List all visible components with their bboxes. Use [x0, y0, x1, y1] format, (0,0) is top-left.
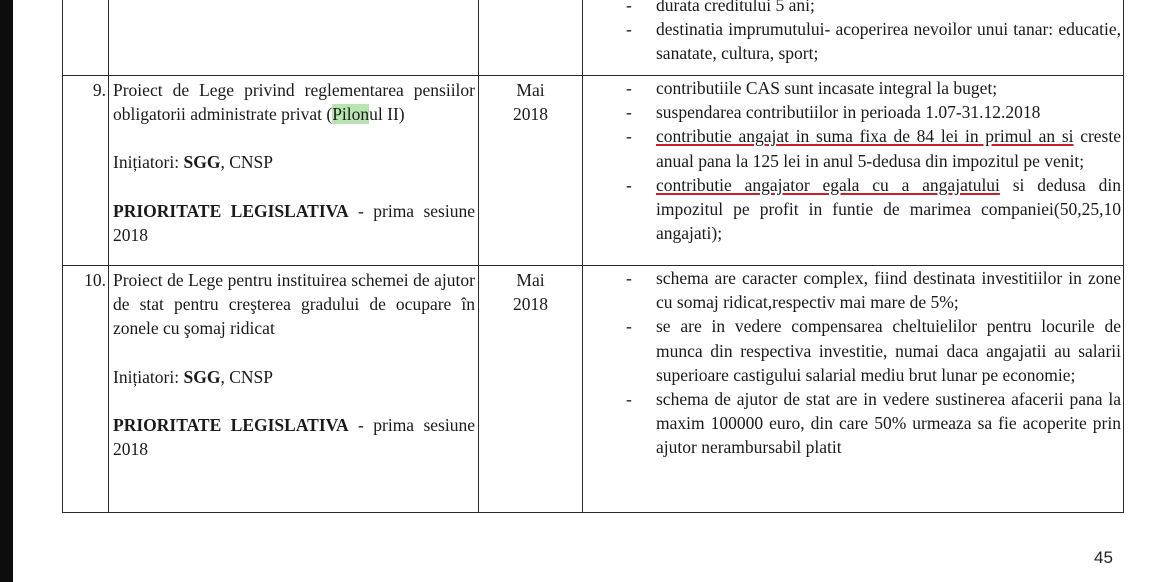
underlined-text: contributie angajator egala cu a angajatului	[656, 174, 1000, 195]
row-number-cell: 9.	[63, 76, 109, 266]
table-row	[63, 266, 1124, 513]
project-title: Proiect de Lege privind reglementarea pensiilor obligatorii administrate privat (Pilonul II)	[113, 80, 475, 125]
bullet-list	[583, 0, 1121, 66]
table-row	[63, 76, 1124, 266]
list-item: - schema are caracter complex, fiind destinata investitiilor in zone cu somaj ridicat,respectiv mai mare de 5%;	[583, 266, 1121, 314]
list-item: - destinatia imprumutului- acoperirea nevoilor unui tanar: educatie, sanatate, cultura, sport;	[583, 17, 1121, 65]
row-number-cell: 10.	[63, 266, 109, 513]
date-text: Mai 2018	[513, 80, 548, 125]
priority-note: PRIORITATE LEGISLATIVA - prima sesiune 2018	[113, 414, 475, 460]
list-item: - contributie angajator egala cu a angajatului si dedusa din impozitul pe profit in funtie de marimea companiei(50,25,10 angajati);	[583, 173, 1121, 246]
notes-cell	[583, 266, 1124, 513]
left-edge-bar	[0, 0, 13, 582]
bullet-list	[583, 266, 1121, 460]
page-number: 45	[1094, 548, 1113, 567]
date-cell	[479, 266, 583, 513]
initiators: Inițiatori: SGG, CNSP	[113, 366, 273, 387]
priority-note: PRIORITATE LEGISLATIVA - prima sesiune 2018	[113, 200, 475, 245]
notes-cell	[583, 76, 1124, 266]
list-item: - se are in vedere compensarea cheltuielilor pentru locurile de munca din respectiva investitie, numai daca angajatii au salarii superioare castigului salarial mediu brut lunar pe economie;	[583, 314, 1121, 387]
bullet-list	[583, 76, 1121, 245]
list-item: - contributiile CAS sunt incasate integral la buget;	[583, 76, 1121, 100]
table-row	[63, 0, 1124, 76]
highlighted-text: Pilon	[332, 104, 370, 125]
title-cell	[109, 0, 479, 76]
list-item: - suspendarea contributiilor in perioada 1.07-31.12.2018	[583, 100, 1121, 124]
title-cell	[109, 266, 479, 513]
underlined-text: contributie angajat in suma fixa de 84 lei in primul an si	[656, 126, 1074, 147]
list-item: - schema de ajutor de stat are in vedere sustinerea afacerii pana la maxim 100000 euro, din care 50% urmeaza sa fie acoperite prin ajutor nerambursabil platit	[583, 387, 1121, 460]
date-cell	[479, 0, 583, 76]
list-item: - durata creditului 5 ani;	[583, 0, 1121, 17]
title-cell	[109, 76, 479, 266]
notes-cell	[583, 0, 1124, 76]
initiators: Inițiatori: SGG, CNSP	[113, 152, 273, 173]
legislative-table	[62, 0, 1124, 513]
date-text: Mai 2018	[513, 270, 548, 315]
row-number-cell	[63, 0, 109, 76]
date-cell	[479, 76, 583, 266]
project-title: Proiect de Lege pentru instituirea schemei de ajutor de stat pentru creşterea gradului de ocupare în zonele cu şomaj ridicat	[113, 270, 475, 339]
list-item: - contributie angajat in suma fixa de 84 lei in primul an si creste anual pana la 125 lei in anul 5-dedusa din impozitul pe venit;	[583, 124, 1121, 172]
